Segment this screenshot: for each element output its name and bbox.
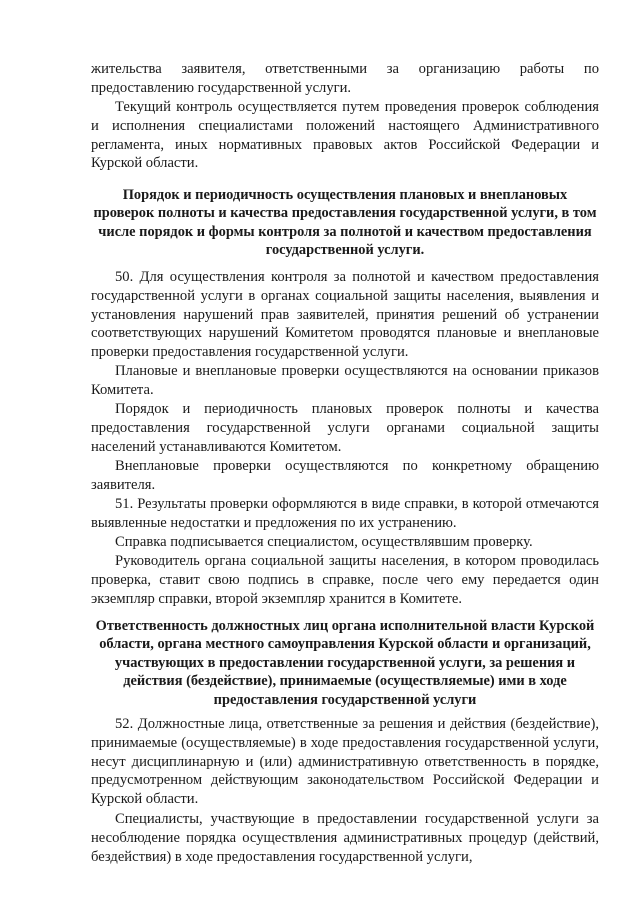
paragraph-4: Плановые и внеплановые проверки осуществляются на основании приказов Комитета. [91, 363, 599, 398]
paragraph-1: жительства заявителя, ответственными за организацию работы по предоставлению государственной услуги. [91, 61, 599, 96]
paragraph-3: 50. Для осуществления контроля за полнотой и качеством предоставления государственной услуги в органах социальной защиты населения, выявления и установления нарушений прав заявителей, принятия решений об устранении соответствующих нарушений Комитетом проводятся плановые и внеплановые проверки предоставления государственной услуги. [91, 269, 599, 361]
paragraph-5: Порядок и периодичность плановых проверок полноты и качества предоставления государственной услуги органами социальной защиты населений устанавливаются Комитетом. [91, 401, 599, 455]
paragraph-11: Специалисты, участвующие в предоставлении государственной услуги за несоблюдение порядка осуществления административных процедур (действий, бездействия) в ходе предоставления государственной услуги, [91, 811, 599, 865]
section-heading-2: Ответственность должностных лиц органа исполнительной власти Курской области, органа местного самоуправления Курской области и организаций, участвующих в предоставлении государственной услуги, за решения и действия (бездействие), принимаемые (осуществляемые) ими в ходе предоставления государственной услуги [95, 618, 595, 708]
paragraph-9: Руководитель органа социальной защиты населения, в котором проводилась проверка, ставит свою подпись в справке, после чего ему передается один экземпляр справки, второй экземпляр хранится в Комитете. [91, 553, 599, 607]
paragraph-7: 51. Результаты проверки оформляются в виде справки, в которой отмечаются выявленные недостатки и предложения по их устранению. [91, 496, 599, 531]
paragraph-2: Текущий контроль осуществляется путем проведения проверок соблюдения и исполнения специалистами положений настоящего Административного регламента, иных нормативных правовых актов Российской Федерации и Курской области. [91, 99, 599, 172]
section-heading-1: Порядок и периодичность осуществления плановых и внеплановых проверок полноты и качества предоставления государственной услуги, в том числе порядок и формы контроля за полнотой и качеством предоставления государственной услуги. [93, 187, 597, 259]
paragraph-6: Внеплановые проверки осуществляются по конкретному обращению заявителя. [91, 458, 599, 493]
paragraph-10: 52. Должностные лица, ответственные за решения и действия (бездействие), принимаемые (осуществляемые) в ходе предоставления государственной услуги, несут дисциплинарную и (или) административную ответственность в порядке, предусмотренном действующим законодательством Российской Федерации и Курской области. [91, 716, 599, 808]
paragraph-8: Справка подписывается специалистом, осуществлявшим проверку. [115, 534, 533, 550]
